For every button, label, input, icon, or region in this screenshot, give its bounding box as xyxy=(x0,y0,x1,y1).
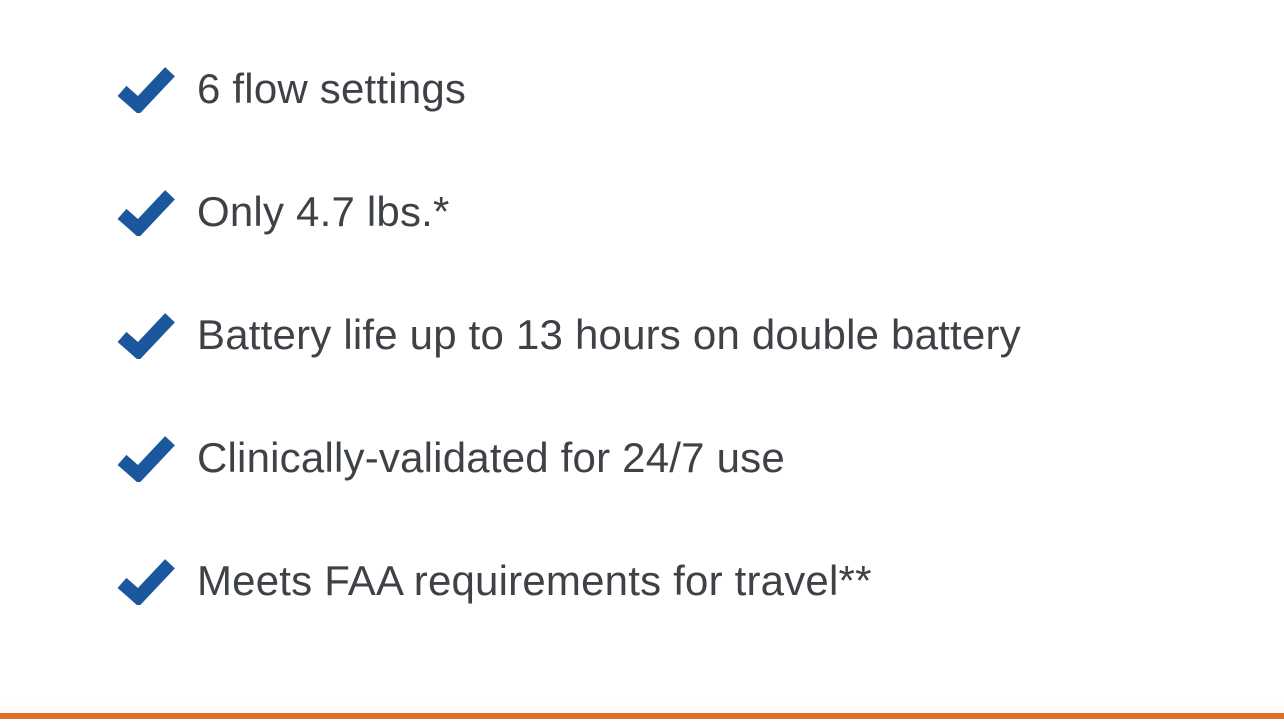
feature-text: 6 flow settings xyxy=(197,65,467,112)
checkmark-icon xyxy=(113,65,179,113)
list-item xyxy=(113,187,1244,237)
list-item xyxy=(113,433,1244,483)
checkmark-icon xyxy=(113,557,179,605)
feature-list xyxy=(113,64,1244,606)
checkmark-icon xyxy=(113,434,179,482)
feature-text: Clinically-validated for 24/7 use xyxy=(197,434,785,481)
checkmark-icon xyxy=(113,311,179,359)
accent-divider xyxy=(0,713,1284,719)
list-item xyxy=(113,64,1244,114)
feature-text: Meets FAA requirements for travel** xyxy=(197,557,872,604)
list-item xyxy=(113,556,1244,606)
section-boundary-tint xyxy=(0,701,1284,713)
feature-text: Battery life up to 13 hours on double battery xyxy=(197,311,1021,358)
checkmark-icon xyxy=(113,188,179,236)
feature-text: Only 4.7 lbs.* xyxy=(197,188,450,235)
list-item xyxy=(113,310,1244,360)
